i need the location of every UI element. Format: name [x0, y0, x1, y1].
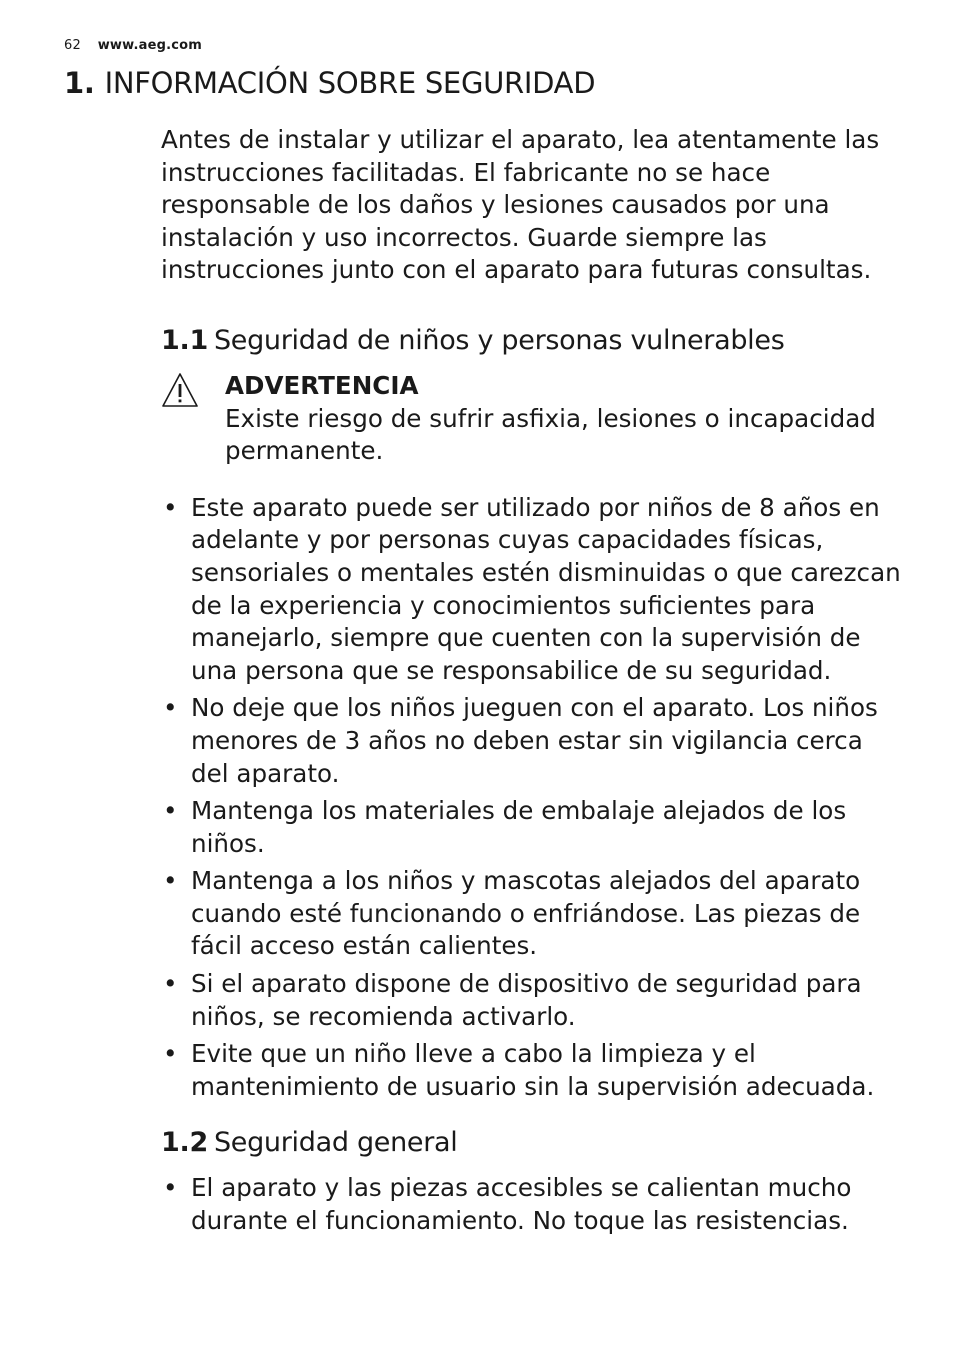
list-item-text: El aparato y las piezas accesibles se calientan mucho durante el funcionamiento. No toque las resistencias. — [191, 1173, 852, 1236]
list-item — [161, 795, 901, 860]
warning-triangle-icon — [161, 372, 199, 408]
content-column — [161, 124, 901, 1243]
list-item — [161, 1172, 901, 1237]
page-number: 62 — [64, 38, 81, 53]
bullet-icon: • — [163, 693, 178, 723]
bullet-icon: • — [163, 492, 178, 522]
list-item — [161, 968, 901, 1033]
list-item-text: No deje que los niños jueguen con el aparato. Los niños menores de 3 años no deben estar sin vigilancia cerca del aparato. — [191, 693, 878, 788]
list-item — [161, 865, 901, 963]
page-header — [64, 38, 202, 53]
section-number: 1. — [64, 66, 95, 100]
list-item — [161, 1038, 901, 1103]
bullet-icon: • — [163, 969, 178, 999]
warning-block — [161, 370, 901, 468]
bullet-list-1 — [161, 492, 901, 1104]
list-item — [161, 492, 901, 688]
subsection-title-text-1: Seguridad de niños y personas vulnerables — [213, 324, 785, 356]
website-link[interactable]: www.aeg.com — [97, 38, 203, 53]
bullet-list-2 — [161, 1172, 901, 1237]
bullet-icon: • — [163, 1173, 178, 1203]
bullet-icon: • — [163, 866, 178, 896]
subsection-number-1: 1.1 — [161, 324, 208, 356]
list-item-text: Este aparato puede ser utilizado por niños de 8 años en adelante y por personas cuyas capacidades físicas, sensoriales o mentales estén disminuidas o que carezcan de la experiencia y conocimientos suficientes para manejarlo, siempre que cuenten con la supervisión de una persona que se responsabilice de su seguridad. — [191, 492, 901, 685]
subsection-number-2: 1.2 — [161, 1127, 208, 1159]
subsection-title-text-2: Seguridad general — [213, 1127, 458, 1159]
section-title — [64, 66, 595, 100]
section-title-text: INFORMACIÓN SOBRE SEGURIDAD — [104, 66, 596, 100]
list-item-text: Mantenga a los niños y mascotas alejados del aparato cuando esté funcionando o enfriándose. Las piezas de fácil acceso están calientes. — [191, 866, 861, 961]
list-item-text: Si el aparato dispone de dispositivo de seguridad para niños, se recomienda activarlo. — [191, 969, 862, 1031]
subsection-title-2 — [161, 1127, 901, 1158]
list-item-text: Mantenga los materiales de embalaje alejados de los niños. — [191, 796, 847, 858]
subsection-title-1 — [161, 325, 901, 356]
bullet-icon: • — [163, 1039, 178, 1069]
warning-text: Existe riesgo de sufrir asfixia, lesiones o incapacidad permanente. — [225, 403, 876, 466]
list-item-text: Evite que un niño lleve a cabo la limpieza y el mantenimiento de usuario sin la supervisión adecuada. — [191, 1039, 875, 1101]
warning-title: ADVERTENCIA — [225, 370, 419, 400]
bullet-icon: • — [163, 796, 178, 826]
list-item — [161, 692, 901, 790]
intro-paragraph: Antes de instalar y utilizar el aparato, lea atentamente las instrucciones facilitadas. El fabricante no se hace responsable de los daños y lesiones causados por una instalación y uso incorrectos. Guarde siempre las instrucciones junto con el aparato para futuras consultas. — [161, 125, 880, 285]
